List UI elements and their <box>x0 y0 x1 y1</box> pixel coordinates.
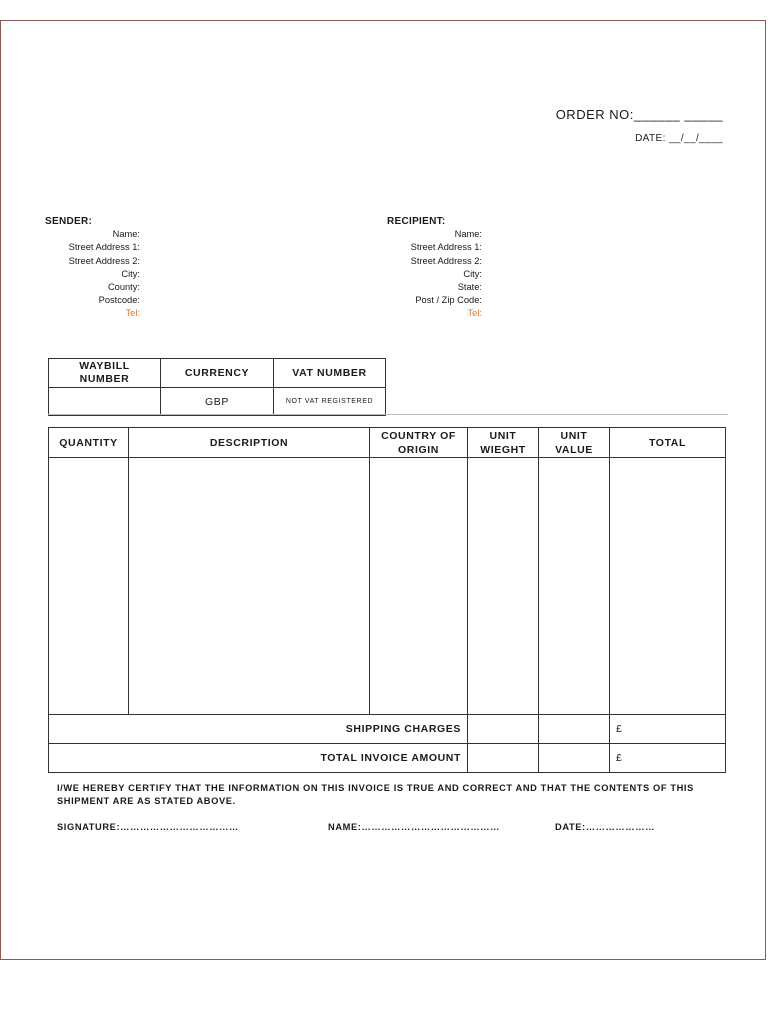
signature-line[interactable]: SIGNATURE:……………………………… <box>57 822 239 832</box>
name-line[interactable]: NAME:…………………………………… <box>328 822 501 832</box>
total-invoice-row <box>49 744 726 773</box>
currency-value[interactable]: GBP <box>161 388 274 416</box>
sender-postcode-label: Postcode: <box>98 295 140 306</box>
recipient-street1-label: Street Address 1: <box>410 242 482 253</box>
description-cell[interactable] <box>129 458 370 715</box>
quantity-cell[interactable] <box>49 458 129 715</box>
sender-street2-label: Street Address 2: <box>68 255 140 266</box>
items-body-row <box>49 458 726 715</box>
sender-tel-label: Tel: <box>125 308 140 319</box>
recipient-zip-label: Post / Zip Code: <box>415 295 482 306</box>
order-number-field: ORDER NO:______ _____ <box>555 107 723 122</box>
sender-title: SENDER: <box>45 216 93 227</box>
signature-date-line[interactable]: DATE:………………… <box>555 822 655 832</box>
country-of-origin-cell[interactable] <box>370 458 468 715</box>
shipping-charges-amount[interactable]: £ <box>610 715 726 744</box>
total-weight-cell[interactable] <box>468 744 539 773</box>
recipient-block <box>387 215 482 321</box>
recipient-city-label: City: <box>463 268 482 279</box>
unit-weight-cell[interactable] <box>468 458 539 715</box>
total-header: TOTAL <box>610 428 726 458</box>
shipping-weight-cell[interactable] <box>468 715 539 744</box>
sender-county-label: County: <box>107 282 140 293</box>
shipping-charges-label: SHIPPING CHARGES <box>49 715 468 744</box>
recipient-tel-label: Tel: <box>467 308 482 319</box>
sender-block <box>45 215 140 321</box>
recipient-name-label: Name: <box>454 229 482 240</box>
total-invoice-label: TOTAL INVOICE AMOUNT <box>49 744 468 773</box>
sender-city-label: City: <box>121 268 140 279</box>
unit-weight-header: UNIT WIEGHT <box>468 428 539 458</box>
recipient-state-label: State: <box>457 282 482 293</box>
certification-statement: I/WE HEREBY CERTIFY THAT THE INFORMATION ON THIS INVOICE IS TRUE AND CORRECT AND THAT THE CONTENTS OF THIS SHIPMENT ARE AS STATED ABOVE. <box>57 783 694 806</box>
waybill-number-value[interactable] <box>49 388 161 416</box>
recipient-title: RECIPIENT: <box>387 216 446 227</box>
shipping-charges-row <box>49 715 726 744</box>
waybill-number-header: WAYBILL NUMBER <box>49 359 161 388</box>
sender-street1-label: Street Address 1: <box>68 242 140 253</box>
description-header: DESCRIPTION <box>129 428 370 458</box>
quantity-header: QUANTITY <box>49 428 129 458</box>
total-invoice-amount[interactable]: £ <box>610 744 726 773</box>
vat-number-header: VAT NUMBER <box>274 359 386 388</box>
country-of-origin-header: COUNTRY OF ORIGIN <box>370 428 468 458</box>
unit-value-header: UNIT VALUE <box>539 428 610 458</box>
items-table <box>48 427 726 773</box>
currency-header: CURRENCY <box>161 359 274 388</box>
sender-name-label: Name: <box>112 229 140 240</box>
total-cell[interactable] <box>610 458 726 715</box>
recipient-street2-label: Street Address 2: <box>410 255 482 266</box>
shipment-info-table <box>48 358 386 416</box>
vat-number-value[interactable]: NOT VAT REGISTERED <box>274 388 386 416</box>
date-field: DATE: __/__/____ <box>635 133 723 144</box>
divider <box>48 414 728 415</box>
total-value-cell[interactable] <box>539 744 610 773</box>
shipping-value-cell[interactable] <box>539 715 610 744</box>
unit-value-cell[interactable] <box>539 458 610 715</box>
